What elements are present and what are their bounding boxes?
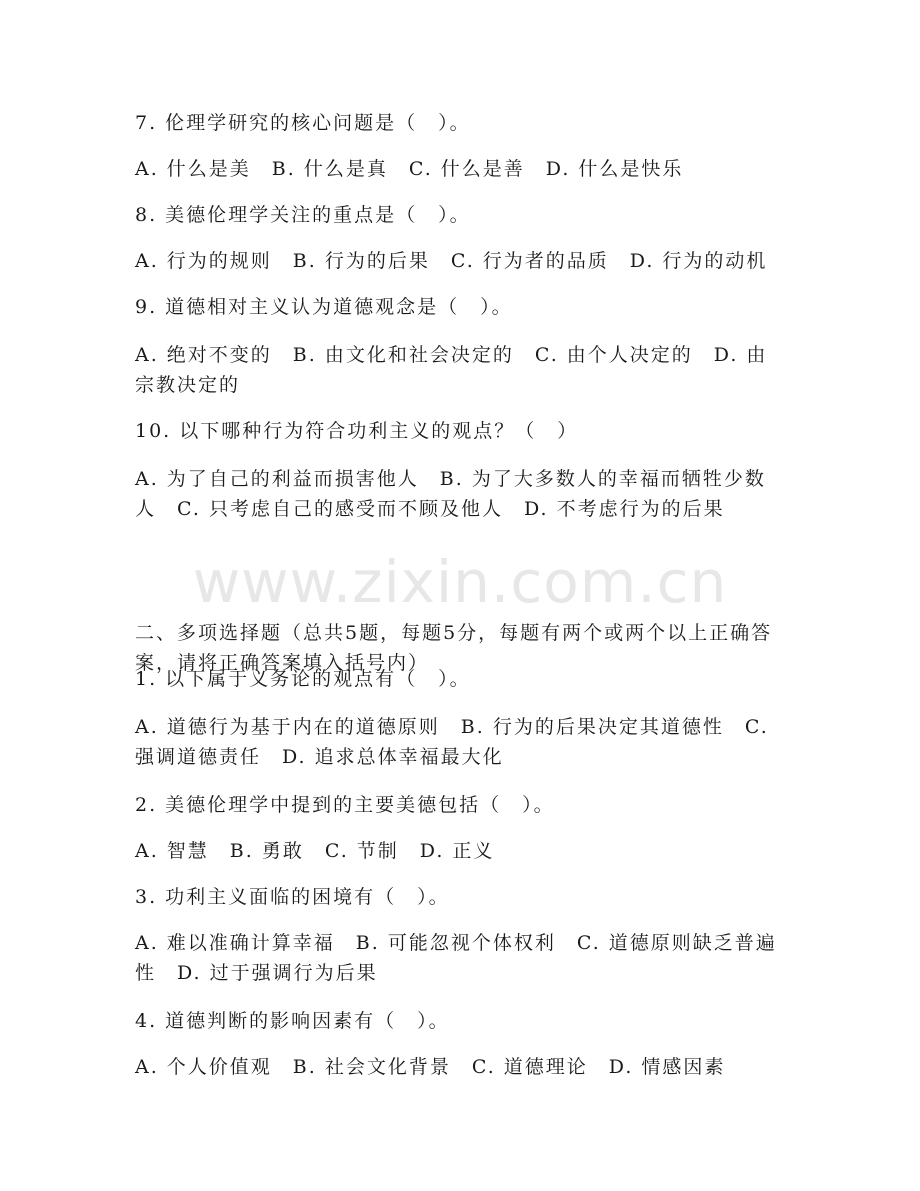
mc-question-4-options: A. 个人价值观 B. 社会文化背景 C. 道德理论 D. 情感因素 — [135, 1056, 726, 1078]
mc-question-3: 3. 功利主义面临的困境有（ ）。 — [135, 886, 450, 908]
mc-question-1-options: A. 道德行为基于内在的道德原则 B. 行为的后果决定其道德性 C. 强调道德责任 D. 追求总体幸福最大化 — [135, 716, 769, 768]
question-10: 10. 以下哪种行为符合功利主义的观点？（ ） — [135, 420, 579, 442]
question-8: 8. 美德伦理学关注的重点是（ ）。 — [135, 204, 471, 226]
question-8-options: A. 行为的规则 B. 行为的后果 C. 行为者的品质 D. 行为的动机 — [135, 250, 768, 272]
question-10-options: A. 为了自己的利益而损害他人 B. 为了大多数人的幸福而牺牲少数人 C. 只考虑自己的感受而不顾及他人 D. 不考虑行为的后果 — [135, 468, 766, 520]
mc-question-2: 2. 美德伦理学中提到的主要美德包括（ ）。 — [135, 794, 555, 816]
mc-question-3-options: A. 难以准确计算幸福 B. 可能忽视个体权利 C. 道德原则缺乏普遍性 D. 过于强调行为后果 — [135, 932, 777, 984]
watermark: www.zixin.com.cn — [192, 548, 728, 616]
question-9: 9. 道德相对主义认为道德观念是（ ）。 — [135, 296, 513, 318]
mc-question-2-options: A. 智慧 B. 勇敢 C. 节制 D. 正义 — [135, 840, 495, 862]
section-heading-multiple-choice: 二、多项选择题（总共5题，每题5分，每题有两个或两个以上正确答案，请将正确答案填入括号内） — [135, 622, 773, 674]
question-7-options: A. 什么是美 B. 什么是真 C. 什么是善 D. 什么是快乐 — [135, 158, 684, 180]
mc-question-1: 1. 以下属于义务论的观点有（ ）。 — [135, 668, 471, 690]
question-9-options: A. 绝对不变的 B. 由文化和社会决定的 C. 由个人决定的 D. 由宗教决定的 — [135, 344, 768, 396]
question-7: 7. 伦理学研究的核心问题是（ ）。 — [135, 112, 471, 134]
mc-question-4: 4. 道德判断的影响因素有（ ）。 — [135, 1010, 450, 1032]
